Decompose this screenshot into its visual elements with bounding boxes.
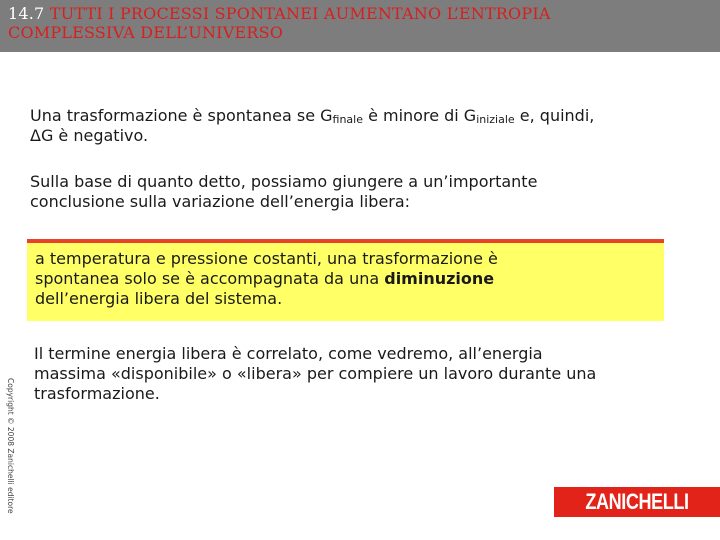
text-run: ΔG è negativo. xyxy=(30,126,149,145)
paragraph-free-energy xyxy=(34,344,704,404)
bold-term: diminuzione xyxy=(384,269,495,288)
text-line: trasformazione. xyxy=(34,384,160,403)
publisher-logo xyxy=(554,487,720,517)
section-number: 14.7 xyxy=(8,4,45,23)
highlight-box xyxy=(27,239,664,321)
subscript-finale: finale xyxy=(332,113,363,126)
copyright-notice xyxy=(2,378,18,514)
text-line: dell’energia libera del sistema. xyxy=(35,289,283,308)
text-line: Sulla base di quanto detto, possiamo giungere a un’importante xyxy=(30,172,538,191)
paragraph-spontaneity xyxy=(30,106,690,146)
text-line: a temperatura e pressione costanti, una trasformazione è xyxy=(35,249,498,268)
copyright-text: Copyright © 2008 Zanichelli editore xyxy=(6,378,15,514)
slide-header xyxy=(0,0,720,52)
text-run: e, quindi, xyxy=(514,106,595,125)
text-run: spontanea solo se è accompagnata da una xyxy=(35,269,385,288)
text-line: Il termine energia libera è correlato, come vedremo, all’energia xyxy=(34,344,543,363)
slide-title xyxy=(8,4,708,42)
text-line: conclusione sulla variazione dell’energia libera: xyxy=(30,192,411,211)
paragraph-conclusion-intro xyxy=(30,172,690,212)
text-run: Una trasformazione è spontanea se G xyxy=(30,106,333,125)
title-line-2: COMPLESSIVA DELL’UNIVERSO xyxy=(8,23,284,42)
text-line: massima «disponibile» o «libera» per compiere un lavoro durante una xyxy=(34,364,597,383)
subscript-iniziale: iniziale xyxy=(476,113,515,126)
logo-text: ZANICHELLI xyxy=(585,489,689,514)
title-line-1: TUTTI I PROCESSI SPONTANEI AUMENTANO L’ENTROPIA xyxy=(49,4,551,23)
highlight-text xyxy=(35,249,655,309)
text-run: è minore di G xyxy=(362,106,477,125)
